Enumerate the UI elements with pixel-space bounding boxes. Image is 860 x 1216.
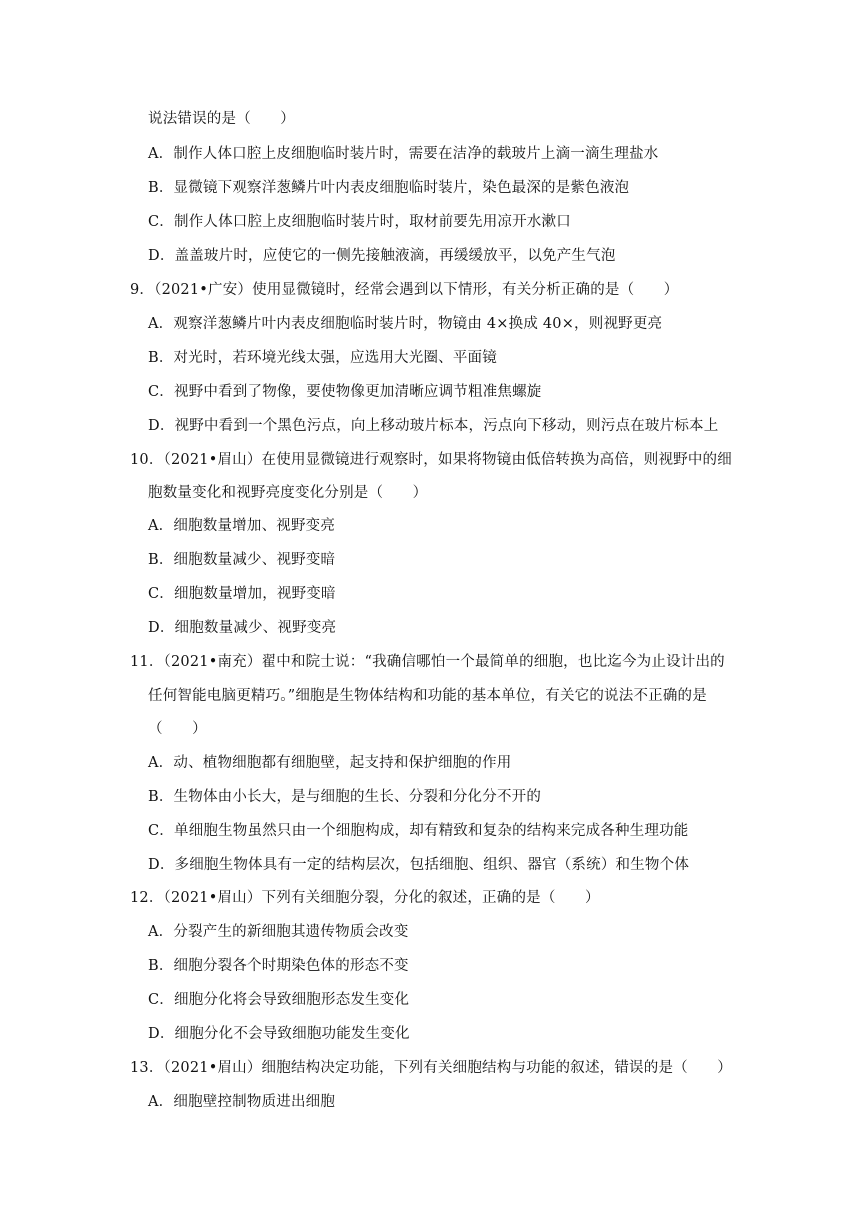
question-12-option-d: D．细胞分化不会导致细胞功能发生变化 (148, 1026, 410, 1042)
question-13-stem: 13．（2021•眉山）细胞结构决定功能，下列有关细胞结构与功能的叙述，错误的是（ ） (130, 1060, 732, 1076)
question-13-option-a: A．细胞壁控制物质进出细胞 (148, 1094, 336, 1110)
question-9-option-a: A．观察洋葱鳞片叶内表皮细胞临时装片时，物镜由 4×换成 40×，则视野更亮 (148, 316, 663, 332)
question-8-option-b: B．显微镜下观察洋葱鳞片叶内表皮细胞临时装片，染色最深的是紫色液泡 (148, 180, 630, 196)
question-10-option-a: A．细胞数量增加、视野变亮 (148, 518, 336, 534)
question-11-option-b: B．生物体由小长大，是与细胞的生长、分裂和分化分不开的 (148, 789, 542, 805)
question-11-option-d: D．多细胞生物体具有一定的结构层次，包括细胞、组织、器官（系统）和生物个体 (148, 857, 690, 873)
question-9-option-b: B．对光时，若环境光线太强，应选用大光圈、平面镜 (148, 350, 497, 366)
question-11-stem-line-3: （ ） (148, 721, 207, 737)
question-11-stem-line-2: 任何智能电脑更精巧。”细胞是生物体结构和功能的基本单位，有关它的说法不正确的是 (148, 688, 707, 704)
question-10-option-b: B．细胞数量减少、视野变暗 (148, 552, 336, 568)
question-9-option-d: D．视野中看到一个黑色污点，向上移动玻片标本，污点向下移动，则污点在玻片标本上 (148, 418, 719, 434)
question-8-stem-continuation: 说法错误的是（ ） (148, 111, 295, 127)
question-12-stem: 12．（2021•眉山）下列有关细胞分裂，分化的叙述，正确的是（ ） (130, 890, 600, 906)
question-8-option-a: A．制作人体口腔上皮细胞临时装片时，需要在洁净的载玻片上滴一滴生理盐水 (148, 146, 659, 162)
question-10-stem-line-1: 10．（2021•眉山）在使用显微镜进行观察时，如果将物镜由低倍转换为高倍，则视野中的细 (130, 452, 732, 468)
question-10-option-d: D．细胞数量减少、视野变亮 (148, 620, 337, 636)
question-11-stem-line-1: 11．（2021•南充）翟中和院士说：“我确信哪怕一个最简单的细胞，也比迄今为止设计出的 (130, 654, 725, 670)
question-10-option-c: C．细胞数量增加，视野变暗 (148, 586, 336, 602)
question-11-option-a: A．动、植物细胞都有细胞壁，起支持和保护细胞的作用 (148, 755, 512, 771)
question-8-option-d: D．盖盖玻片时，应使它的一侧先接触液滴，再缓缓放平，以免产生气泡 (148, 248, 616, 264)
question-12-option-a: A．分裂产生的新细胞其遗传物质会改变 (148, 924, 409, 940)
question-9-stem: 9．（2021•广安）使用显微镜时，经常会遇到以下情形，有关分析正确的是（ ） (130, 282, 679, 298)
question-12-option-b: B．细胞分裂各个时期染色体的形态不变 (148, 958, 409, 974)
question-10-stem-line-2: 胞数量变化和视野亮度变化分别是（ ） (148, 485, 428, 501)
question-12-option-c: C．细胞分化将会导致细胞形态发生变化 (148, 992, 410, 1008)
question-8-option-c: C．制作人体口腔上皮细胞临时装片时，取材前要先用凉开水漱口 (148, 214, 571, 230)
question-9-option-c: C．视野中看到了物像，要使物像更加清晰应调节粗准焦螺旋 (148, 384, 542, 400)
question-11-option-c: C．单细胞生物虽然只由一个细胞构成，却有精致和复杂的结构来完成各种生理功能 (148, 823, 689, 839)
